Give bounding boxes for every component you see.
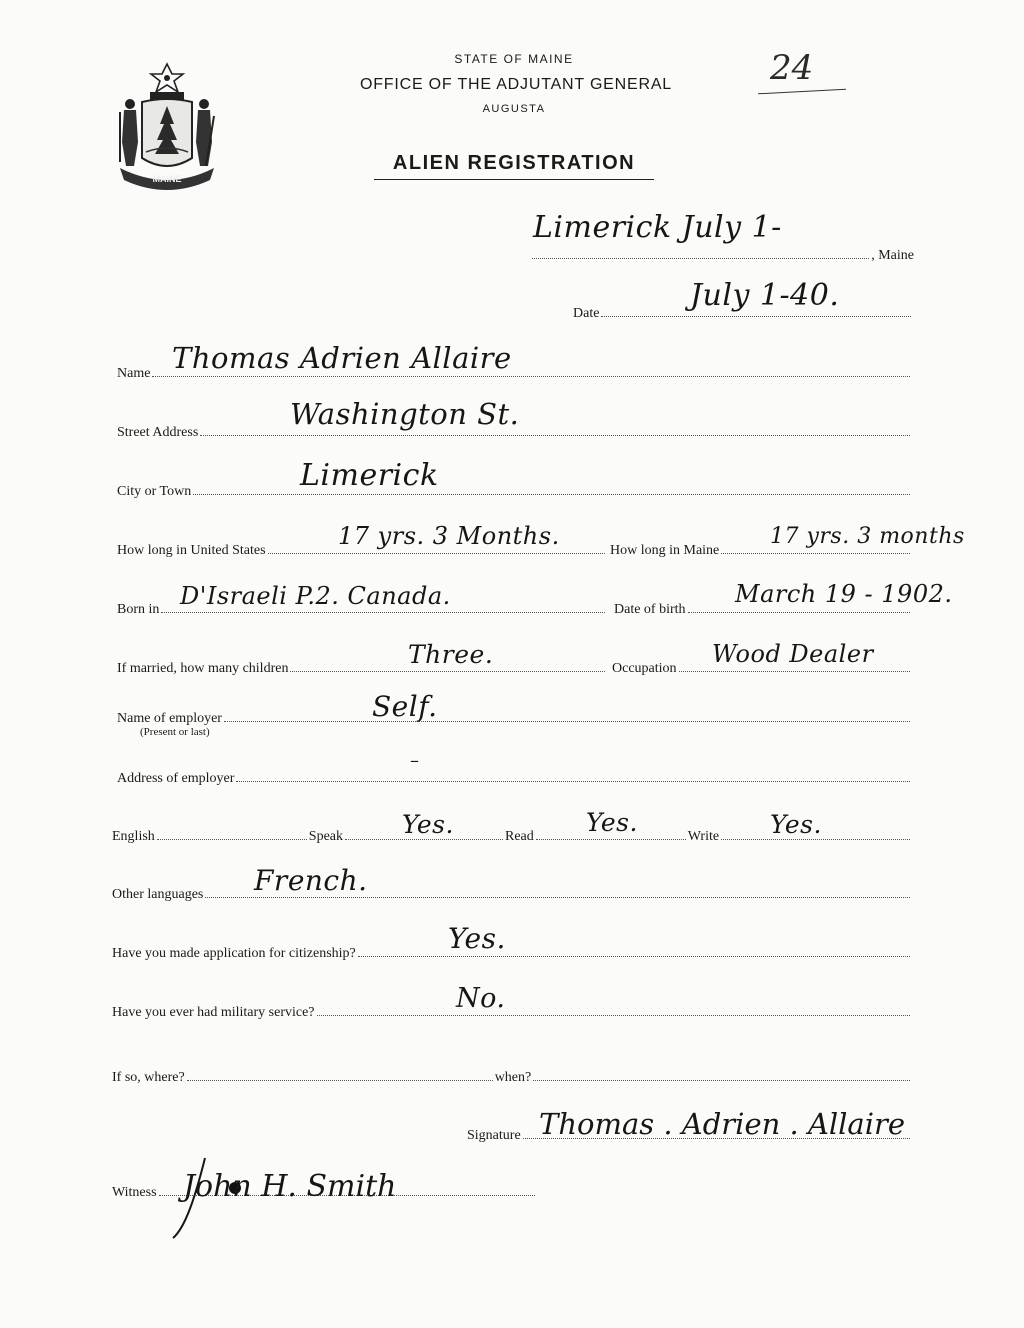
where-label: If so, where? xyxy=(112,1070,185,1085)
street-field[interactable] xyxy=(200,432,910,436)
form-title: ALIEN REGISTRATION xyxy=(374,152,654,180)
occupation-field[interactable] xyxy=(679,668,910,672)
office-heading: OFFICE OF THE ADJUTANT GENERAL xyxy=(359,76,673,93)
born-in-label: Born in xyxy=(117,602,160,617)
applicant-signature-text: Thomas . Adrien . Allaire xyxy=(539,1107,906,1141)
date-value: July 1-40. xyxy=(690,278,840,313)
citizenship-field[interactable] xyxy=(358,953,910,957)
employer-field[interactable] xyxy=(224,718,910,722)
employer-value: Self. xyxy=(372,690,438,723)
how-long-us-field[interactable] xyxy=(268,550,605,554)
citizenship-value: Yes. xyxy=(448,922,506,955)
witness-signature xyxy=(165,1138,425,1248)
date-field[interactable] xyxy=(601,313,911,317)
military-value: No. xyxy=(456,983,506,1014)
how-long-us-label: How long in United States xyxy=(117,543,266,558)
english-label: English xyxy=(112,829,155,844)
other-languages-value: French. xyxy=(254,864,368,897)
dob-field[interactable] xyxy=(688,609,910,613)
employer-label: Name of employer xyxy=(117,711,222,726)
how-long-maine-value: 17 yrs. 3 months xyxy=(770,524,965,549)
place-field[interactable] xyxy=(532,255,869,259)
occupation-value: Wood Dealer xyxy=(712,640,874,668)
city-row xyxy=(117,484,912,500)
military-row xyxy=(112,1005,912,1021)
children-label: If married, how many children xyxy=(117,661,289,676)
witness-label: Witness xyxy=(112,1185,157,1200)
write-value: Yes. xyxy=(770,810,822,839)
where-field[interactable] xyxy=(187,1077,493,1081)
seal-banner-text: MAINE xyxy=(152,174,182,184)
employer-address-label: Address of employer xyxy=(117,771,235,786)
english-dots xyxy=(157,836,307,840)
street-label: Street Address xyxy=(117,425,199,440)
read-value: Yes. xyxy=(586,808,638,837)
city-label: City or Town xyxy=(117,484,192,499)
applicant-signature xyxy=(535,1098,940,1150)
employer-row xyxy=(117,711,912,727)
employer-address-row xyxy=(117,771,912,787)
employer-address-value: – xyxy=(410,750,420,771)
how-long-maine-field[interactable] xyxy=(721,550,910,554)
military-field[interactable] xyxy=(317,1012,910,1016)
read-label: Read xyxy=(505,829,534,844)
citizenship-row xyxy=(112,946,912,962)
other-languages-label: Other languages xyxy=(112,887,204,902)
city-heading: AUGUSTA xyxy=(482,103,546,115)
write-label: Write xyxy=(687,829,720,844)
date-label: Date xyxy=(573,306,600,321)
speak-label: Speak xyxy=(308,829,343,844)
state-heading: STATE OF MAINE xyxy=(454,52,574,66)
how-long-us-value: 17 yrs. 3 Months. xyxy=(338,522,560,550)
speak-value: Yes. xyxy=(402,810,454,839)
witness-signature-text: John H. Smith xyxy=(183,1169,397,1204)
children-row xyxy=(117,661,607,677)
place-value: Limerick July 1- xyxy=(533,210,782,245)
employer-sublabel: (Present or last) xyxy=(140,726,210,738)
city-value: Limerick xyxy=(300,458,439,493)
dob-value: March 19 - 1902. xyxy=(735,580,953,608)
maine-label: , Maine xyxy=(871,248,914,263)
name-value: Thomas Adrien Allaire xyxy=(172,341,512,375)
occupation-label: Occupation xyxy=(612,661,677,676)
citizenship-label: Have you made application for citizenship? xyxy=(112,946,356,961)
name-label: Name xyxy=(117,366,151,381)
signature-label: Signature xyxy=(467,1128,521,1143)
employer-address-field[interactable] xyxy=(236,778,910,782)
born-in-value: D'Israeli P.2. Canada. xyxy=(180,582,451,610)
file-number: 24 xyxy=(770,48,814,88)
when-label: when? xyxy=(494,1070,532,1085)
where-when-row xyxy=(112,1070,912,1086)
other-languages-row xyxy=(112,887,912,903)
dob-label: Date of birth xyxy=(614,602,686,617)
place-row xyxy=(530,248,914,264)
military-label: Have you ever had military service? xyxy=(112,1005,315,1020)
street-value: Washington St. xyxy=(290,397,520,431)
how-long-maine-label: How long in Maine xyxy=(610,543,720,558)
when-field[interactable] xyxy=(533,1077,910,1081)
children-value: Three. xyxy=(408,640,494,669)
